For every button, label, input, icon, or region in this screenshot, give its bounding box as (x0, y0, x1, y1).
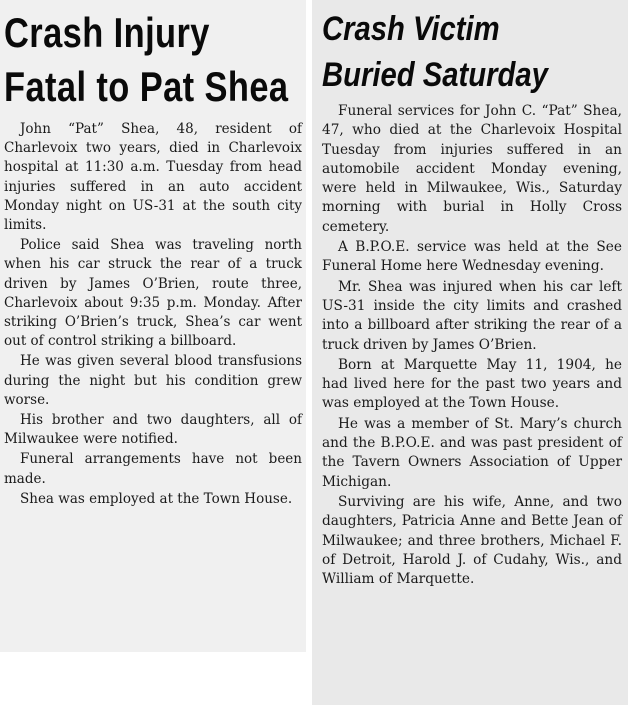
left-paragraph: He was given several blood transfusions during the night but his condition grew worse. (4, 353, 302, 408)
right-paragraph: Funeral services for John C. “Pat” Shea, 47, who died at the Charlevoix Hospital Tuesday from injuries suffered in an automobile accident Monday evening, were held in Milwaukee, Wis., Saturday morning with burial in Holly Cross cemetery. (322, 103, 622, 235)
right-headline-line1: Crash Victim (322, 10, 500, 48)
left-headline (4, 6, 299, 114)
right-paragraph: He was a member of St. Mary’s church and the B.P.O.E. and was past president of the Tavern Owners Association of Upper Michigan. (322, 415, 622, 490)
right-paragraph: Surviving are his wife, Anne, and two daughters, Patricia Anne and Bette Jean of Milwaukee; and three brothers, Michael F. of Detroit, Harold J. of Cudahy, Wis., and William of Marquette. (322, 493, 622, 588)
right-headline (322, 6, 628, 98)
right-paragraph: Mr. Shea was injured when his car left US-31 inside the city limits and crashed into a billboard after striking the rear of a truck driven by James O’Brien. (322, 278, 622, 353)
left-news-clipping (0, 0, 306, 652)
right-article-body (322, 102, 622, 589)
left-paragraph: John “Pat” Shea, 48, resident of Charlevoix two years, died in Charlevoix hospital at 11:30 a.m. Tuesday from head injuries suffered in an auto accident Monday night on US-31 at the south city limits. (4, 121, 302, 234)
right-paragraph: Born at Marquette May 11, 1904, he had lived here for the past two years and was employed at the Town House. (322, 356, 622, 412)
right-paragraph: A B.P.O.E. service was held at the See Funeral Home here Wednesday evening. (322, 239, 622, 275)
left-article-body (4, 120, 302, 509)
right-headline-line2: Buried Saturday (322, 56, 548, 94)
left-paragraph: Shea was employed at the Town House. (20, 490, 293, 507)
left-paragraph: His brother and two daughters, all of Milwaukee were notified. (4, 412, 302, 448)
right-news-clipping (312, 0, 628, 705)
left-headline-text: Crash Injury Fatal to Pat Shea (4, 9, 289, 110)
left-paragraph: Police said Shea was traveling north when his car struck the rear of a truck driven by James O’Brien, route three, Charlevoix about 9:35 p.m. Monday. After striking O’Brien’s truck, Shea’s car went out of control striking a billboard. (4, 237, 302, 350)
left-paragraph: Funeral arrangements have not been made. (4, 451, 302, 487)
